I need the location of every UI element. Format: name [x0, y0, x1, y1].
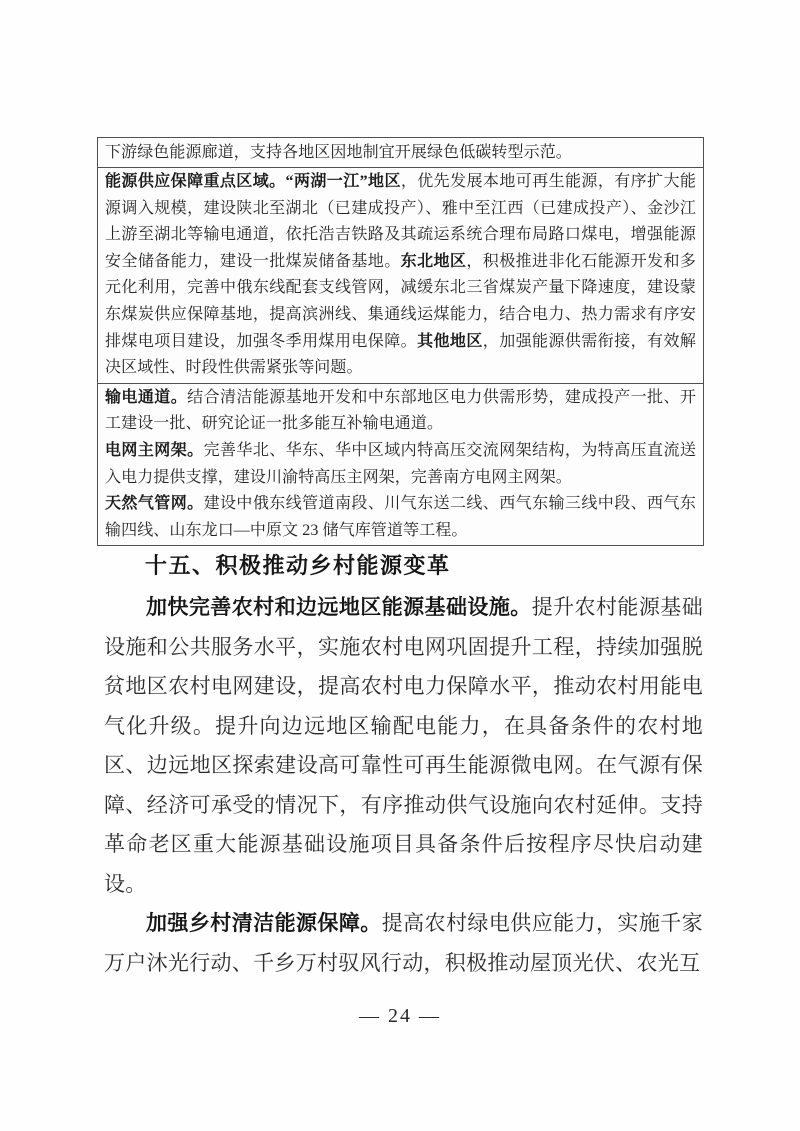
paragraph — [105, 438, 696, 491]
text-run: ，加强能源供需衔接，有效解决区域性、时段性供需紧张等问题。 — [105, 332, 696, 377]
text-run: 能源供应保障重点区域。“两湖一江”地区 — [105, 173, 401, 190]
paragraph — [104, 904, 703, 983]
paragraph — [105, 169, 696, 382]
paragraph — [104, 588, 703, 904]
table-row — [98, 383, 703, 546]
text-run: 完善华北、华东、华中区域内特高压交流网架结构，为特高压直流送入电力提供支撑，建设川渝特高压主网架，完善南方电网主网架。 — [105, 441, 696, 486]
text-run: ，优先发展本地可再生能源，有序扩大能源调入规模，建设陕北至湖北（已建成投产）、雅中至江西（已建成投产）、金沙江上游至湖北等输电通道，依托浩吉铁路及其疏运系统合理布局路口煤电，增强能源安全储备能力，建设一批煤炭储备基地。 — [105, 173, 696, 270]
section-heading: 十五、积极推动乡村能源变革 — [145, 553, 451, 578]
policy-table — [97, 137, 704, 546]
text-run: ，积极推进非化石能源开发和多元化利用，完善中俄东线配套支线管网，减缓东北三省煤炭产量下降速度，建设蒙东煤炭供应保障基地，提高滨洲线、集通线运煤能力，结合电力、热力需求有序安排煤电项目建设，加强冬季用煤用电保障。 — [105, 252, 696, 350]
text-run: 结合清洁能源基地开发和中东部地区电力供需形势，建成投产一批、开工建设一批、研究论证一批多能互补输电通道。 — [105, 388, 696, 433]
body-paragraphs — [104, 588, 703, 983]
text-run: 下游绿色能源廊道，支持各地区因地制宜开展绿色低碳转型示范。 — [105, 144, 572, 161]
table-row — [98, 138, 703, 167]
text-run: 建设中俄东线管道南段、川气东送二线、西气东输三线中段、西气东输四线、山东龙口—中原文 23 储气库管道等工程。 — [105, 495, 696, 539]
text-run: 加快完善农村和边远地区能源基础设施。 — [146, 595, 532, 619]
page-number: — 24 — — [359, 1005, 441, 1027]
text-run: 其他地区 — [417, 332, 483, 350]
text-run: 天然气管网。 — [105, 495, 204, 513]
text-run: 加强乡村清洁能源保障。 — [146, 911, 382, 935]
table-row — [98, 167, 703, 383]
text-run: 电网主网架。 — [105, 441, 204, 459]
text-run: 提高农村绿电供应能力，实施千家万户沐光行动、千乡万村驭风行动，积极推动屋顶光伏、农光互 — [104, 911, 703, 975]
paragraph — [105, 385, 696, 438]
paragraph — [105, 139, 696, 166]
text-run: 东北地区 — [400, 252, 467, 270]
text-run: 输电通道。 — [105, 388, 188, 406]
paragraph — [105, 491, 696, 544]
text-run: 提升农村能源基础设施和公共服务水平，实施农村电网巩固提升工程，持续加强脱贫地区农村电网建设，提高农村电力保障水平，推动农村用能电气化升级。提升向边远地区输配电能力，在具备条件的农村地区、边远地区探索建设高可靠性可再生能源微电网。在气源有保障、经济可承受的情况下，有序推动供气设施向农村延伸。支持革命老区重大能源基础设施项目具备条件后按程序尽快启动建设。 — [104, 595, 703, 896]
